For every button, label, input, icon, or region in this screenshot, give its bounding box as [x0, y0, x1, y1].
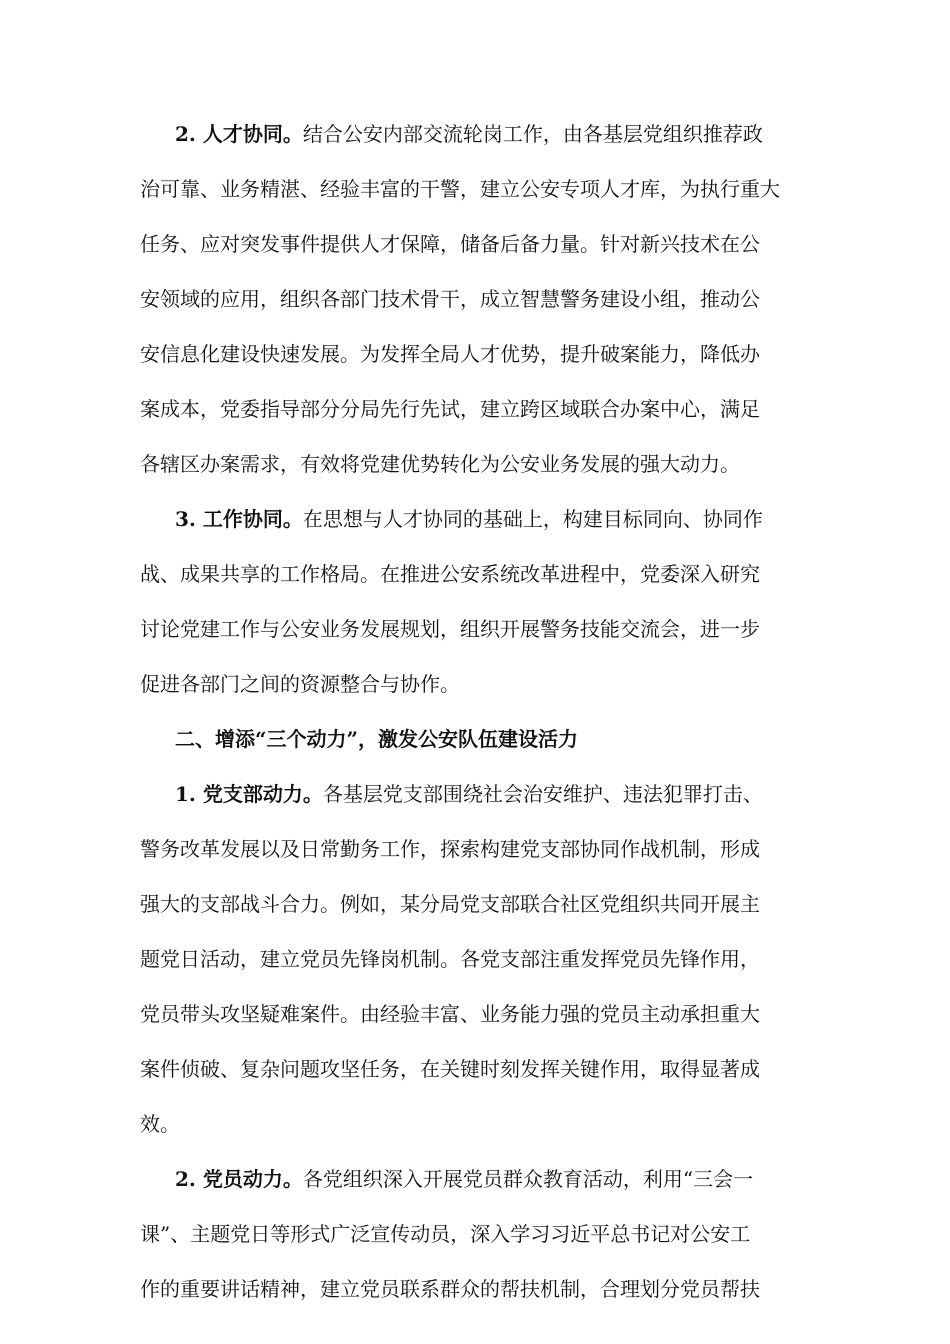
- paragraph-talent-line-1: [175, 120, 763, 148]
- paragraph-line: 警务改革发展以及日常勤务工作，探索构建党支部协同作战机制，形成: [140, 837, 760, 861]
- paragraph-line: 党员带头攻坚疑难案件。由经验丰富、业务能力强的党员主动承担重大: [140, 1002, 760, 1026]
- paragraph-line: 强大的支部战斗合力。例如，某分局党支部联合社区党组织共同开展主: [140, 892, 760, 916]
- paragraph-line: 案成本，党委指导部分分局先行先试，建立跨区域联合办案中心，满足: [140, 397, 760, 421]
- paragraph-line: 作的重要讲话精神，建立党员联系群众的帮扶机制，合理划分党员帮扶: [140, 1277, 760, 1301]
- paragraph-line: 题党日活动，建立党员先锋岗机制。各党支部注重发挥党员先锋作用，: [140, 947, 760, 971]
- section-heading: 二、增添“三个动力”，激发公安队伍建设活力: [175, 727, 579, 751]
- paragraph-line: 促进各部门之间的资源整合与协作。: [140, 672, 460, 696]
- paragraph-line: 课”、主题党日等形式广泛宣传动员，深入学习习近平总书记对公安工: [140, 1222, 751, 1246]
- paragraph-branch-line-1: [175, 780, 763, 808]
- paragraph-line: 安信息化建设快速发展。为发挥全局人才优势，提升破案能力，降低办: [140, 342, 760, 366]
- paragraph-line: 各辖区办案需求，有效将党建优势转化为公安业务发展的强大动力。: [140, 452, 740, 476]
- paragraph-label: 2. 人才协同。: [175, 122, 303, 146]
- paragraph-line: 安领域的应用，组织各部门技术骨干，成立智慧警务建设小组，推动公: [140, 287, 760, 311]
- paragraph-line: 讨论党建工作与公安业务发展规划，组织开展警务技能交流会，进一步: [140, 617, 760, 641]
- paragraph-line: 效。: [140, 1112, 180, 1136]
- paragraph-label: 3. 工作协同。: [175, 507, 303, 531]
- paragraph-text: 各党组织深入开展党员群众教育活动，利用“三会一: [302, 1167, 754, 1191]
- paragraph-line: 案件侦破、复杂问题攻坚任务，在关键时刻发挥关键作用，取得显著成: [140, 1057, 760, 1081]
- paragraph-member-line-1: [175, 1165, 753, 1193]
- paragraph-text: 结合公安内部交流轮岗工作，由各基层党组织推荐政: [302, 122, 763, 146]
- paragraph-line: 治可靠、业务精湛、经验丰富的干警，建立公安专项人才库，为执行重大: [140, 177, 780, 201]
- paragraph-text: 各基层党支部围绕社会治安维护、违法犯罪打击、: [322, 782, 763, 806]
- paragraph-text: 在思想与人才协同的基础上，构建目标同向、协同作: [302, 507, 763, 531]
- paragraph-line: 战、成果共享的工作格局。在推进公安系统改革进程中，党委深入研究: [140, 562, 760, 586]
- paragraph-label: 2. 党员动力。: [175, 1167, 303, 1191]
- paragraph-line: 任务、应对突发事件提供人才保障，储备后备力量。针对新兴技术在公: [140, 232, 760, 256]
- paragraph-work-line-1: [175, 505, 763, 533]
- paragraph-label: 1. 党支部动力。: [175, 782, 323, 806]
